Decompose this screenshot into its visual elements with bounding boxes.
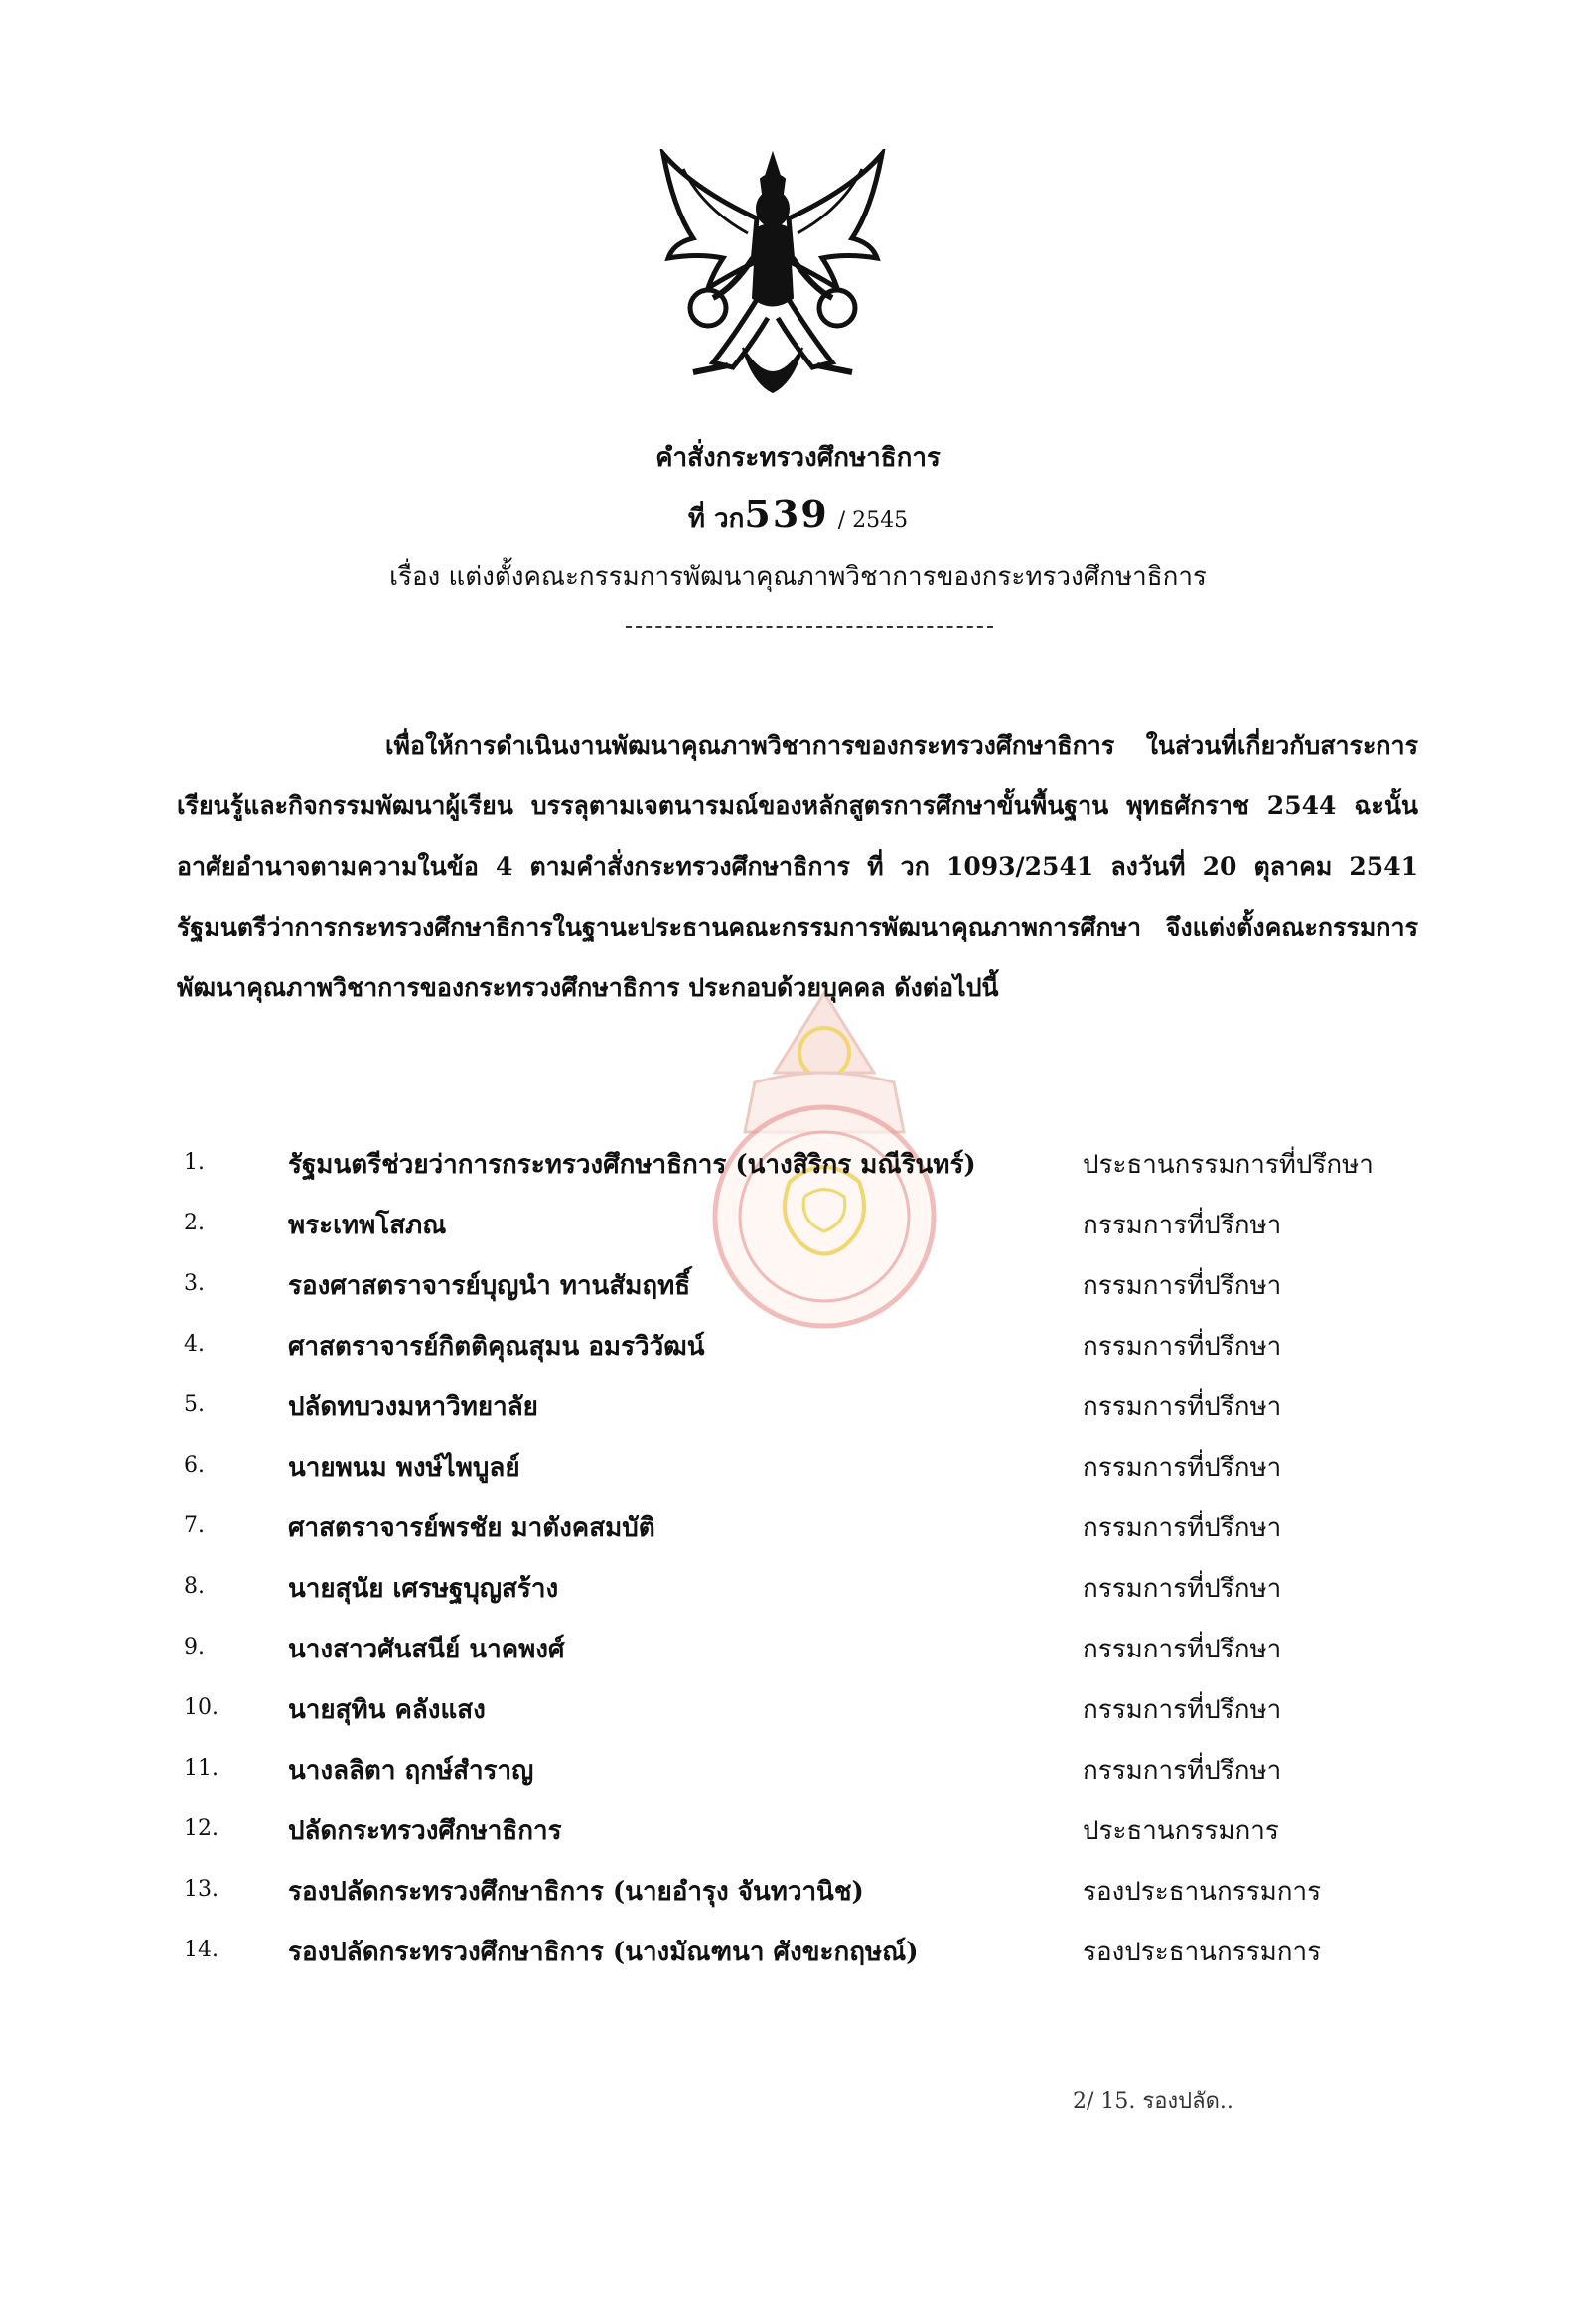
body-paragraph [177,715,1418,1018]
member-role: กรรมการที่ปรึกษา [1083,1211,1282,1240]
list-item [0,1447,1596,1507]
member-name: นางสาวศันสนีย์ นาคพงศ์ [288,1635,565,1664]
member-name: นายสุทิน คลังแสง [288,1695,486,1725]
list-item [0,1326,1596,1385]
member-name: พระเทพโสภณ [288,1211,447,1240]
member-number: 9. [184,1635,205,1659]
list-item [0,1629,1596,1688]
member-name: นายสุนัย เศรษฐบุญสร้าง [288,1574,559,1604]
member-name: นางลลิตา ฤกษ์สำราญ [288,1756,534,1786]
member-number: 4. [184,1332,205,1357]
member-name: ศาสตราจารย์กิตติคุณสุมน อมรวิวัฒน์ [288,1332,705,1362]
list-item [0,1932,1596,1991]
order-number-value: 539 [744,492,829,536]
member-role: กรรมการที่ปรึกษา [1083,1332,1282,1362]
member-number: 2. [184,1211,205,1235]
member-role: กรรมการที่ปรึกษา [1083,1574,1282,1604]
garuda-emblem-icon [653,149,892,397]
list-item [0,1750,1596,1809]
list-item [0,1386,1596,1446]
member-role: กรรมการที่ปรึกษา [1083,1635,1282,1664]
page-continuation: 2/ 15. รองปลัด.. [1073,2089,1233,2114]
member-role: ประธานกรรมการ [1083,1816,1279,1846]
member-name: รองศาสตราจารย์บุญนำ ทานสัมฤทธิ์ [288,1271,691,1301]
list-item [0,1871,1596,1931]
member-number: 8. [184,1574,205,1599]
member-role: กรรมการที่ปรึกษา [1083,1756,1282,1786]
member-name: ปลัดทบวงมหาวิทยาลัย [288,1392,538,1422]
member-number: 7. [184,1513,205,1538]
member-role: รองประธานกรรมการ [1083,1938,1322,1967]
member-number: 5. [184,1392,205,1417]
member-name: รัฐมนตรีช่วยว่าการกระทรวงศึกษาธิการ (นางสิริกร มณีรินทร์) [288,1150,976,1180]
order-number [0,492,1596,539]
member-role: ประธานกรรมการที่ปรึกษา [1083,1150,1374,1180]
member-name: รองปลัดกระทรวงศึกษาธิการ (นางมัณฑนา ศังขะกฤษณ์) [288,1938,919,1967]
order-number-prefix: ที่ วก [687,504,745,534]
member-name: รองปลัดกระทรวงศึกษาธิการ (นายอำรุง จันทวานิช) [288,1877,864,1907]
member-role: กรรมการที่ปรึกษา [1083,1513,1282,1543]
body-paragraph-text: เพื่อให้การดำเนินงานพัฒนาคุณภาพวิชาการของกระทรวงศึกษาธิการ ในส่วนที่เกี่ยวกับสาระการเรียนรู้และกิจกรรมพัฒนาผู้เรียน บรรลุตามเจตนารมณ์ของหลักสูตรการศึกษาขั้นพื้นฐาน พุทธศักราช 2544 ฉะนั้น อาศัยอำนาจตามความในข้อ 4 ตามคำสั่งกระทรวงศึกษาธิการ ที่ วก 1093/2541 ลงวันที่ 20 ตุลาคม 2541 รัฐมนตรีว่าการกระทรวงศึกษาธิการในฐานะประธานคณะกรรมการพัฒนาคุณภาพการศึกษา จึงแต่งตั้งคณะกรรมการพัฒนาคุณภาพวิชาการของกระทรวงศึกษาธิการ ประกอบด้วยบุคคล ดังต่อไปนี้ [177,731,1418,1002]
member-number: 14. [184,1938,218,1962]
list-item [0,1508,1596,1567]
member-number: 3. [184,1271,205,1296]
order-number-year: / 2545 [837,508,909,533]
list-item [0,1205,1596,1264]
member-number: 6. [184,1453,205,1478]
header-divider [626,626,993,628]
member-number: 12. [184,1816,218,1841]
document-title: คำสั่งกระทรวงศึกษาธิการ [655,443,941,473]
member-role: กรรมการที่ปรึกษา [1083,1453,1282,1483]
member-role: รองประธานกรรมการ [1083,1877,1322,1907]
member-number: 1. [184,1150,205,1175]
list-item [0,1144,1596,1204]
list-item [0,1689,1596,1749]
list-item [0,1810,1596,1870]
member-name: ปลัดกระทรวงศึกษาธิการ [288,1816,562,1846]
member-role: กรรมการที่ปรึกษา [1083,1271,1282,1301]
member-number: 10. [184,1695,218,1720]
member-name: นายพนม พงษ์ไพบูลย์ [288,1453,520,1483]
list-item [0,1568,1596,1628]
member-role: กรรมการที่ปรึกษา [1083,1392,1282,1422]
member-name: ศาสตราจารย์พรชัย มาตังคสมบัติ [288,1513,655,1543]
member-number: 11. [184,1756,218,1781]
list-item [0,1265,1596,1325]
document-subject: เรื่อง แต่งตั้งคณะกรรมการพัฒนาคุณภาพวิชาการของกระทรวงศึกษาธิการ [389,562,1207,592]
member-role: กรรมการที่ปรึกษา [1083,1695,1282,1725]
member-number: 13. [184,1877,218,1902]
